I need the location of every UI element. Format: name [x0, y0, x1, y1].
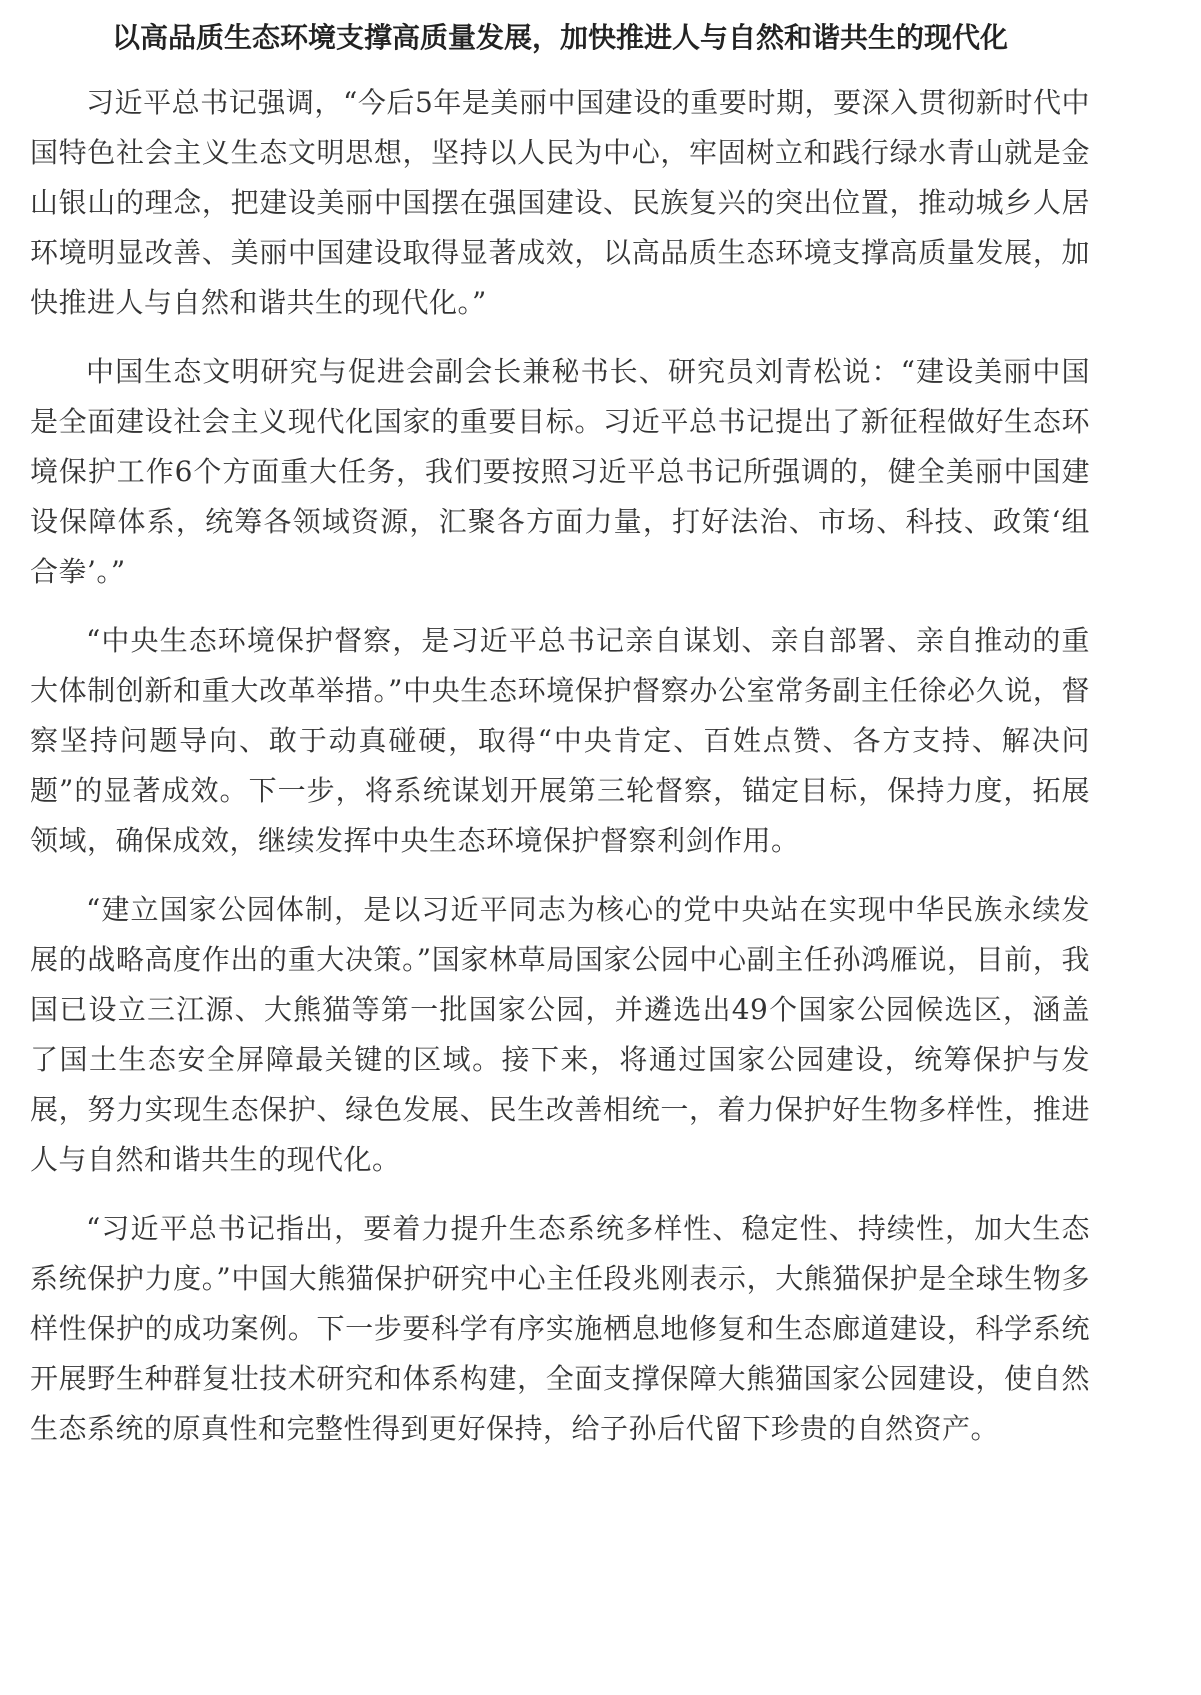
paragraph-3: “中央生态环境保护督察，是习近平总书记亲自谋划、亲自部署、亲自推动的重大体制创新和重大改革举措。”中央生态环境保护督察办公室常务副主任徐必久说，督察坚持问题导向、敢于动真碰硬，取得“中央肯定、百姓点赞、各方支持、解决问题”的显著成效。下一步，将系统谋划开展第三轮督察，锚定目标，保持力度，拓展领域，确保成效，继续发挥中央生态环境保护督察利剑作用。 — [30, 624, 1090, 857]
paragraph-1: 习近平总书记强调，“今后5年是美丽中国建设的重要时期，要深入贯彻新时代中国特色社会主义生态文明思想，坚持以人民为中心，牢固树立和践行绿水青山就是金山银山的理念，把建设美丽中国摆在强国建设、民族复兴的突出位置，推动城乡人居环境明显改善、美丽中国建设取得显著成效，以高品质生态环境支撑高质量发展，加快推进人与自然和谐共生的现代化。” — [30, 86, 1090, 319]
paragraph-5: “习近平总书记指出，要着力提升生态系统多样性、稳定性、持续性，加大生态系统保护力度。”中国大熊猫保护研究中心主任段兆刚表示，大熊猫保护是全球生物多样性保护的成功案例。下一步要科学有序实施栖息地修复和生态廊道建设，科学系统开展野生种群复壮技术研究和体系构建，全面支撑保障大熊猫国家公园建设，使自然生态系统的原真性和完整性得到更好保持，给子孙后代留下珍贵的自然资产。 — [30, 1212, 1090, 1445]
paragraph-4: “建立国家公园体制，是以习近平同志为核心的党中央站在实现中华民族永续发展的战略高度作出的重大决策。”国家林草局国家公园中心副主任孙鸿雁说，目前，我国已设立三江源、大熊猫等第一批国家公园，并遴选出49个国家公园候选区，涵盖了国土生态安全屏障最关键的区域。接下来，将通过国家公园建设，统筹保护与发展，努力实现生态保护、绿色发展、民生改善相统一，着力保护好生物多样性，推进人与自然和谐共生的现代化。 — [30, 893, 1090, 1176]
paragraph-2: 中国生态文明研究与促进会副会长兼秘书长、研究员刘青松说：“建设美丽中国是全面建设社会主义现代化国家的重要目标。习近平总书记提出了新征程做好生态环境保护工作6个方面重大任务，我们要按照习近平总书记所强调的，健全美丽中国建设保障体系，统筹各领域资源，汇聚各方面力量，打好法治、市场、科技、政策‘组合拳’。” — [30, 355, 1090, 588]
article-body — [30, 0, 1090, 1473]
article-title: 以高品质生态环境支撑高质量发展，加快推进人与自然和谐共生的现代化 — [111, 21, 1008, 54]
